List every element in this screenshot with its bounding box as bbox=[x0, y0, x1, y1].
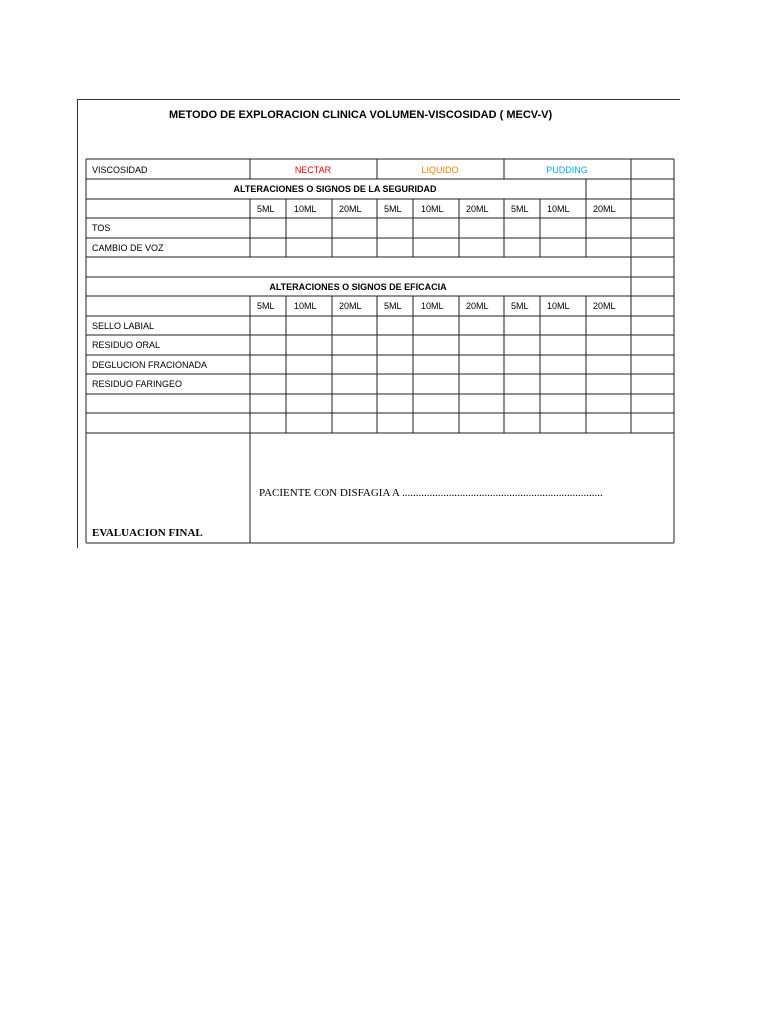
efficacy-row-deglucion-fracionada: DEGLUCION FRACIONADA bbox=[92, 360, 208, 370]
viscosity-label: VISCOSIDAD bbox=[92, 165, 148, 175]
efficacy-volume-header: 5ML bbox=[257, 301, 275, 311]
final-evaluation-text: PACIENTE CON DISFAGIA A ......................................................................... bbox=[259, 487, 603, 499]
safety-volume-header: 10ML bbox=[421, 204, 444, 214]
form-title: METODO DE EXPLORACION CLINICA VOLUMEN-VISCOSIDAD ( MECV-V) bbox=[169, 109, 553, 121]
efficacy-volume-header: 5ML bbox=[384, 301, 402, 311]
safety-volume-header: 5ML bbox=[257, 204, 275, 214]
efficacy-volume-header: 10ML bbox=[547, 301, 570, 311]
safety-volume-header: 10ML bbox=[294, 204, 317, 214]
efficacy-row-sello-labial: SELLO LABIAL bbox=[92, 321, 155, 331]
safety-volume-header: 10ML bbox=[547, 204, 570, 214]
efficacy-volume-header: 20ML bbox=[593, 301, 616, 311]
final-evaluation-label: EVALUACION FINAL bbox=[92, 527, 203, 539]
safety-volume-header: 20ML bbox=[339, 204, 362, 214]
efficacy-row-residuo-oral: RESIDUO ORAL bbox=[92, 340, 161, 350]
viscosity-pudding: PUDDING bbox=[546, 165, 588, 175]
efficacy-volume-header: 10ML bbox=[294, 301, 317, 311]
safety-heading: ALTERACIONES O SIGNOS DE LA SEGURIDAD bbox=[233, 184, 437, 194]
safety-volume-header: 20ML bbox=[466, 204, 489, 214]
efficacy-heading: ALTERACIONES O SIGNOS DE EFICACIA bbox=[269, 282, 447, 292]
efficacy-row-residuo-faringeo: RESIDUO FARINGEO bbox=[92, 379, 183, 389]
viscosity-liquido: LIQUIDO bbox=[421, 165, 459, 175]
efficacy-volume-header: 10ML bbox=[421, 301, 444, 311]
viscosity-nectar: NECTAR bbox=[294, 165, 332, 175]
efficacy-volume-header: 20ML bbox=[339, 301, 362, 311]
efficacy-volume-header: 20ML bbox=[466, 301, 489, 311]
safety-row-cambio-de-voz: CAMBIO DE VOZ bbox=[92, 243, 164, 253]
safety-row-tos: TOS bbox=[92, 223, 111, 233]
safety-volume-header: 5ML bbox=[511, 204, 529, 214]
safety-volume-header: 20ML bbox=[593, 204, 616, 214]
efficacy-volume-header: 5ML bbox=[511, 301, 529, 311]
safety-volume-header: 5ML bbox=[384, 204, 402, 214]
